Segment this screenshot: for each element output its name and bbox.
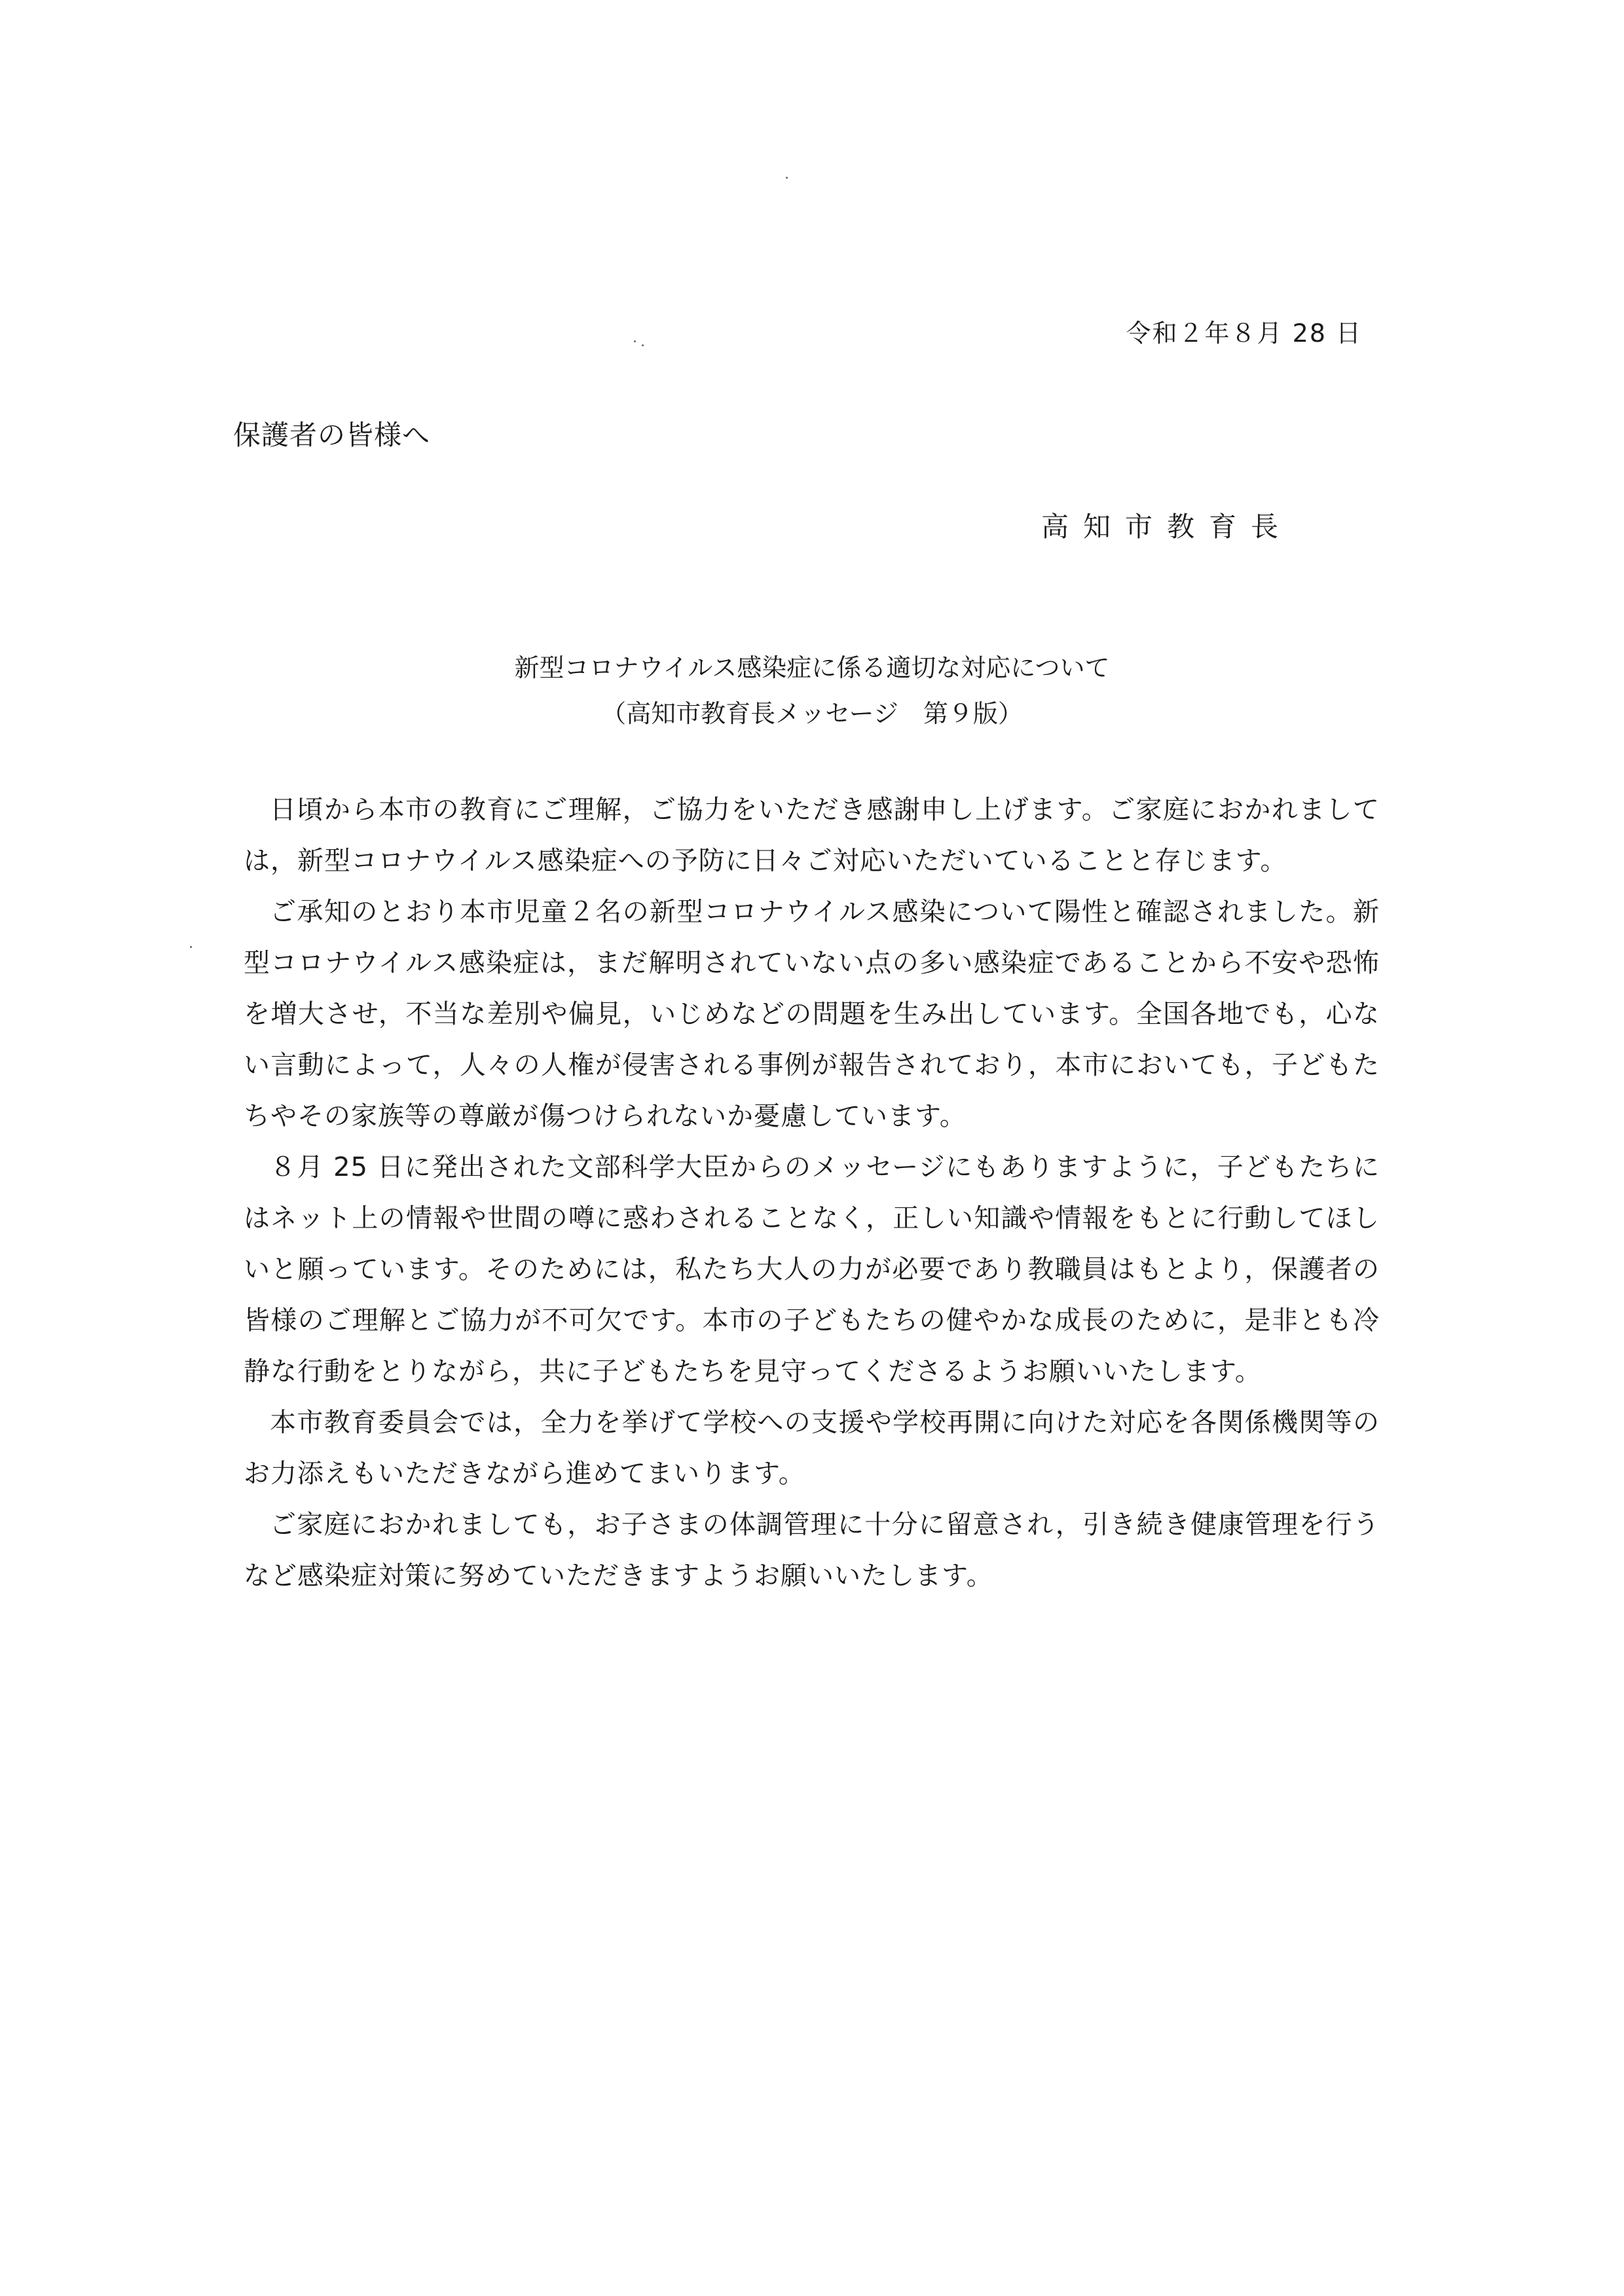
document-date: 令和２年８月 28 日 <box>1126 319 1362 348</box>
document-title: 新型コロナウイルス感染症に係る適切な対応について <box>514 653 1110 682</box>
title-block <box>0 645 1624 737</box>
body-paragraph: ご家庭におかれましても，お子さまの体調管理に十分に留意され，引き続き健康管理を行うなど感染症対策に努めていただきますようお願いいたします。 <box>244 1510 1380 1591</box>
body-paragraph: 日頃から本市の教育にご理解，ご協力をいただき感謝申し上げます。ご家庭におかれましては，新型コロナウイルス感染症への予防に日々ご対応いただいていることと存じます。 <box>244 795 1380 876</box>
scan-speck <box>786 177 788 179</box>
scan-speck <box>642 344 644 346</box>
body-paragraph: ご承知のとおり本市児童２名の新型コロナウイルス感染について陽性と確認されました。新型コロナウイルス感染症は，まだ解明されていない点の多い感染症であることから不安や恐怖を増大させ，不当な差別や偏見，いじめなどの問題を生み出しています。全国各地でも，心ない言動によって，人々の人権が侵害される事例が報告されており，本市においても，子どもたちやその家族等の尊厳が傷つけられないか憂慮しています。 <box>244 897 1380 1131</box>
document-subtitle: （高知市教育長メッセージ 第９版） <box>601 699 1023 728</box>
scan-speck <box>190 946 192 948</box>
body-paragraph: ８月 25 日に発出された文部科学大臣からのメッセージにもありますように，子どもたちにはネット上の情報や世間の噂に惑わされることなく，正しい知識や情報をもとに行動してほしいと願っています。そのためには，私たち大人の力が必要であり教職員はもとより，保護者の皆様のご理解とご協力が不可欠です。本市の子どもたちの健やかな成長のために，是非とも冷静な行動をとりながら，共に子どもたちを見守ってくださるようお願いいたします。 <box>244 1152 1380 1387</box>
document-body <box>244 784 1380 1601</box>
scan-speck <box>634 340 636 342</box>
addressee: 保護者の皆様へ <box>233 419 431 451</box>
sender: 高知市教育長 <box>1041 511 1293 543</box>
body-paragraph: 本市教育委員会では，全力を挙げて学校への支援や学校再開に向けた対応を各関係機関等のお力添えもいただきながら進めてまいります。 <box>244 1408 1380 1489</box>
